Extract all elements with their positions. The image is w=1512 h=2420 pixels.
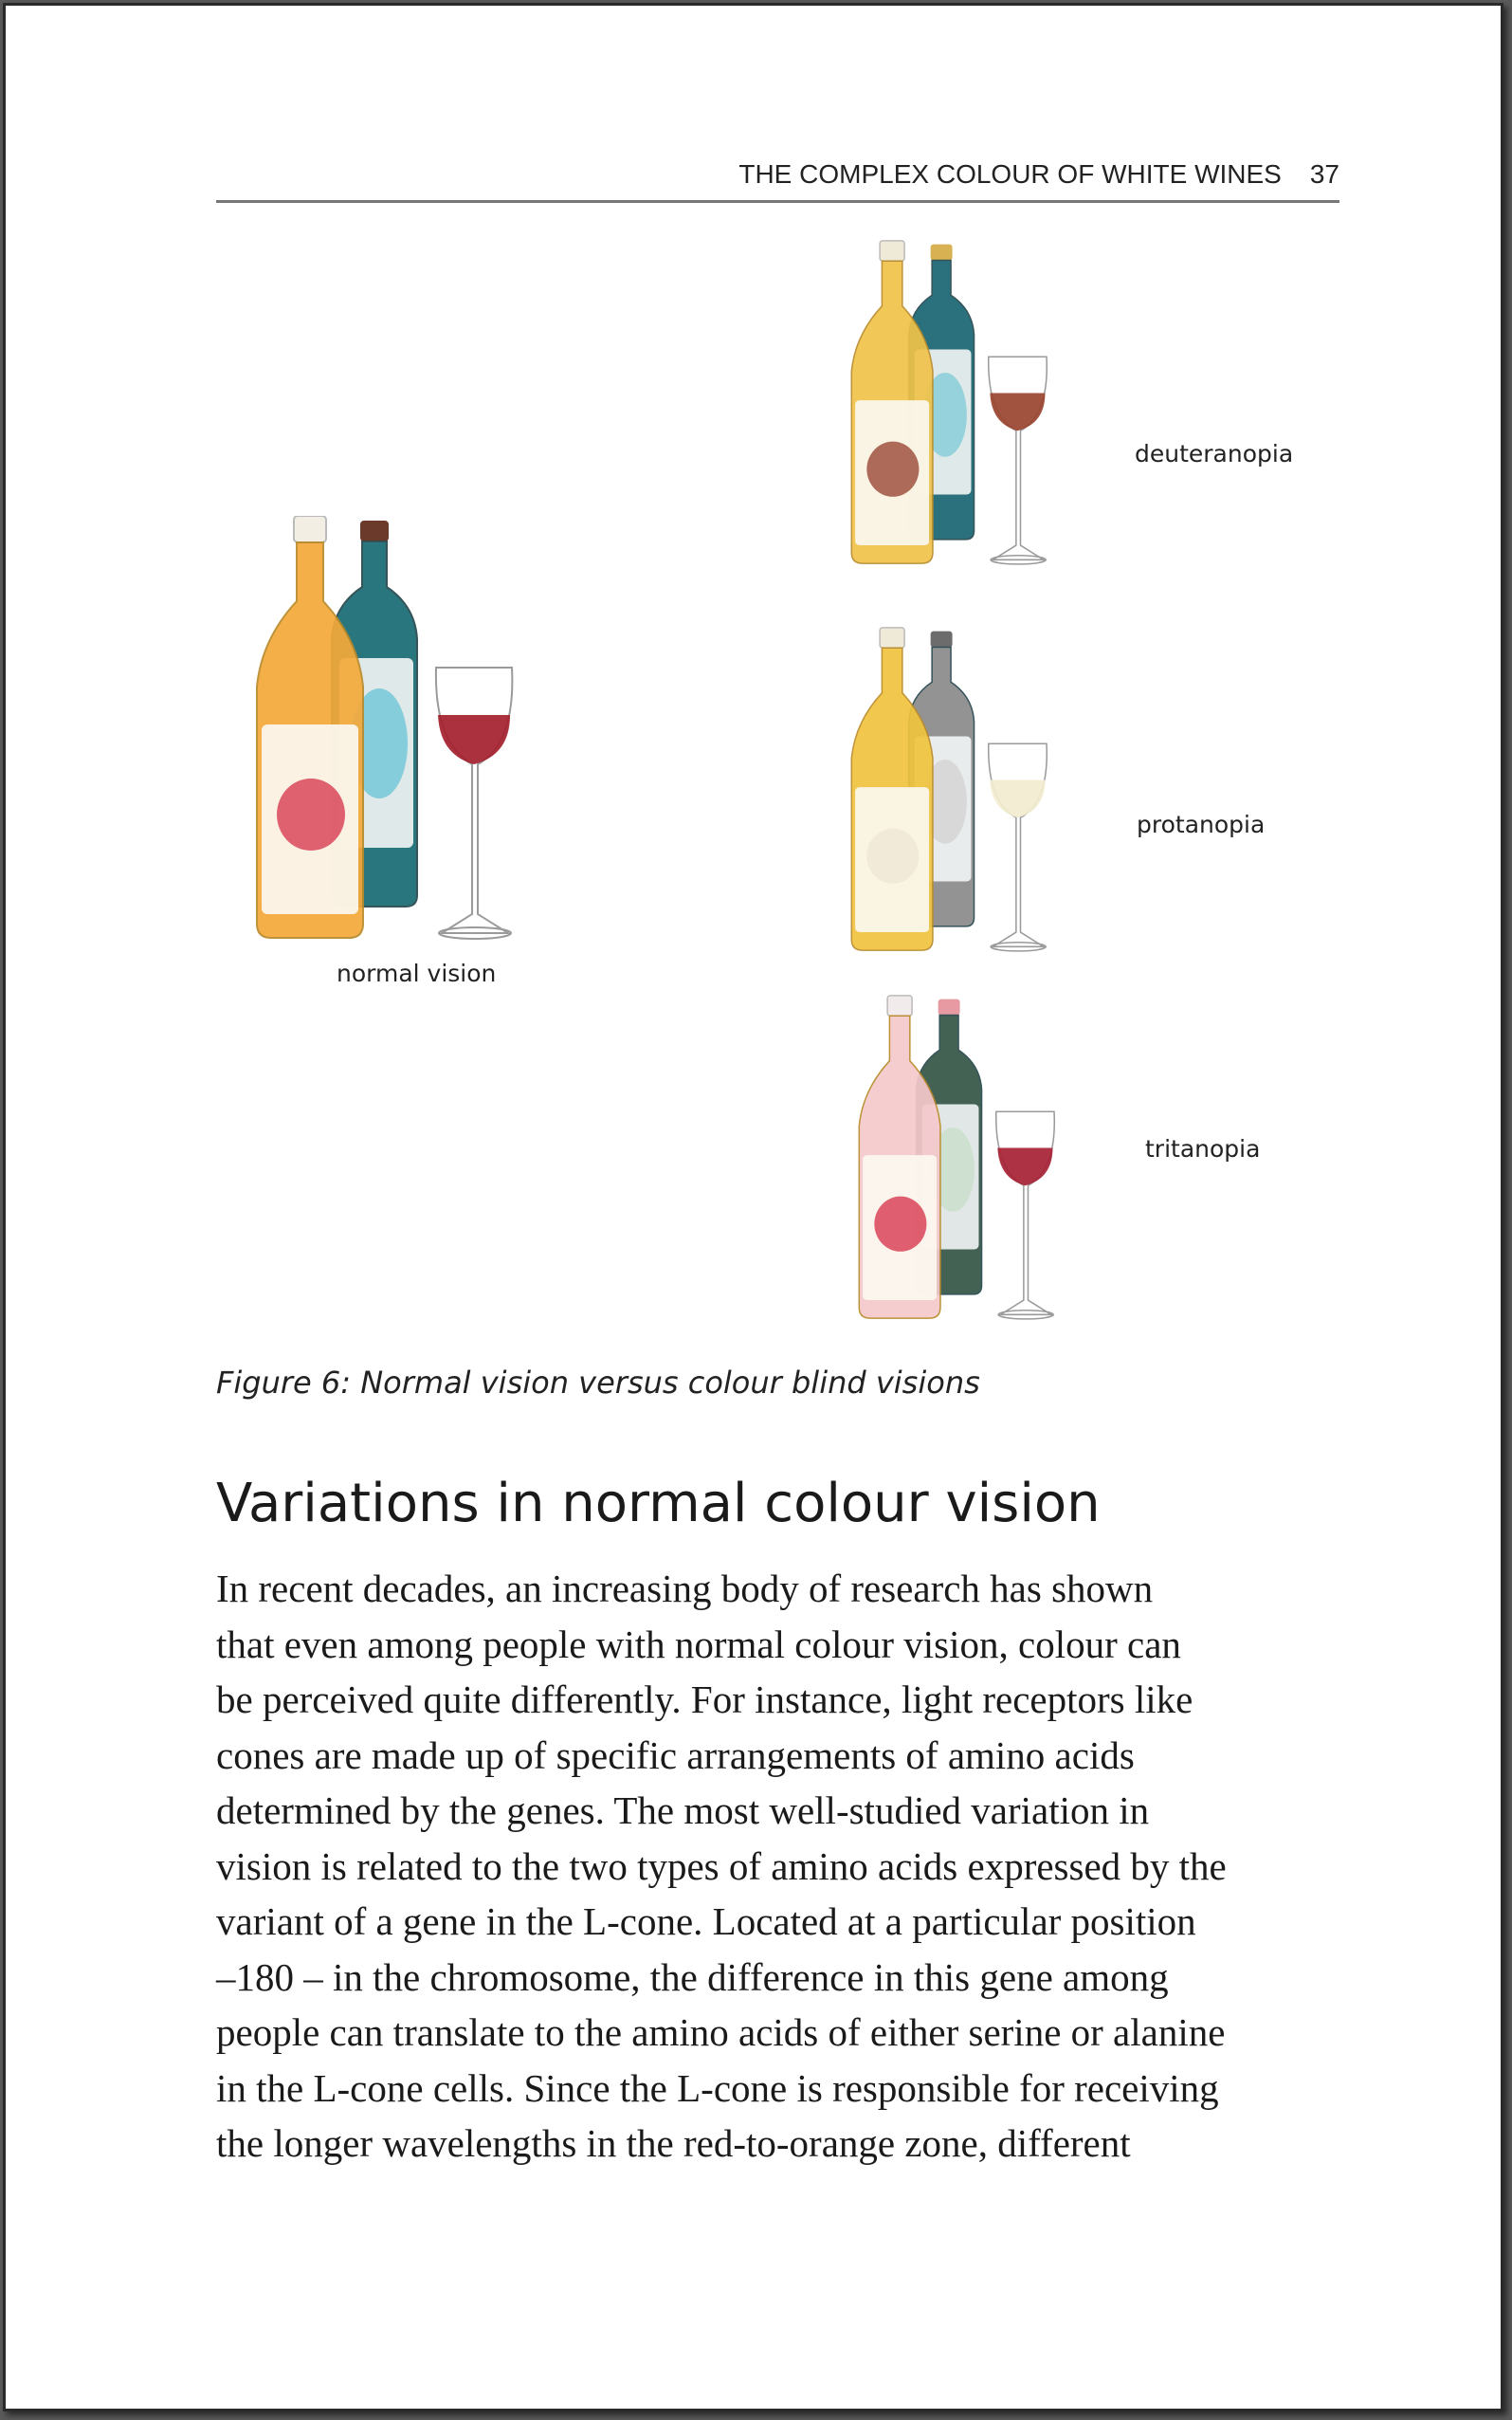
bottles-and-glass-drawing [857,990,1103,1336]
paragraph-line: people can translate to the amino acids of either serine or alanine [216,2010,1226,2054]
wine-illustration-deuteranopia [849,235,1096,581]
label-tritanopia: tritanopia [1145,1135,1261,1163]
label-protanopia: protanopia [1137,811,1266,838]
section-heading: Variations in normal colour vision [216,1473,1101,1534]
book-page [3,3,1503,2411]
bottles-and-glass-drawing [254,516,576,954]
paragraph-line: the longer wavelengths in the red-to-orange zone, different [216,2121,1131,2165]
front-label-blot [277,779,345,851]
back-bottle-cap [938,999,960,1016]
wine-illustration-normal-vision [254,516,576,954]
wine-glass [996,1111,1055,1314]
front-bottle-cap [880,628,904,648]
label-normal-vision: normal vision [337,960,497,987]
paragraph-line: that even among people with normal colour vision, colour can [216,1622,1181,1666]
paragraph-line: in the L-cone cells. Since the L-cone is responsible for receiving [216,2065,1219,2110]
body-paragraph [216,1561,1354,2172]
wine-glass [989,743,1047,946]
wine-illustration-tritanopia [857,990,1103,1336]
paragraph-line: In recent decades, an increasing body of research has shown [216,1567,1154,1610]
page-number: 37 [1309,158,1339,189]
back-bottle-cap [931,632,953,648]
glass-wine [990,779,1045,817]
front-label-blot [866,442,919,497]
wine-glass [989,357,1047,559]
back-bottle-cap [931,245,953,261]
bottles-and-glass-drawing [849,622,1096,968]
paragraph-line: be perceived quite differently. For instance, light receptors like [216,1678,1193,1721]
running-title: THE COMPLEX COLOUR OF WHITE WINES [738,158,1282,189]
label-deuteranopia: deuteranopia [1135,440,1294,468]
figure-caption: Figure 6: Normal vision versus colour blind visions [216,1365,980,1401]
glass-wine [438,715,510,764]
front-bottle-cap [294,516,326,542]
paragraph-line: variant of a gene in the L-cone. Located at a particular position [216,1899,1196,1943]
front-label-blot [866,829,919,884]
back-bottle-cap [360,521,389,541]
paragraph-line: determined by the genes. The most well-studied variation in [216,1788,1150,1832]
paragraph-line: cones are made up of specific arrangements of amino acids [216,1732,1135,1777]
wine-illustration-protanopia [849,622,1096,968]
front-bottle-cap [880,241,904,261]
glass-wine [990,393,1045,431]
paragraph-line: –180 – in the chromosome, the difference in this gene among [216,1954,1169,1999]
glass-wine [997,1147,1052,1185]
bottles-and-glass-drawing [849,235,1096,581]
front-label-blot [874,1197,926,1252]
paragraph-line: vision is related to the two types of amino acids expressed by the [216,1843,1227,1888]
front-bottle-cap [887,996,912,1016]
wine-glass [436,668,512,933]
running-header [216,154,1339,203]
